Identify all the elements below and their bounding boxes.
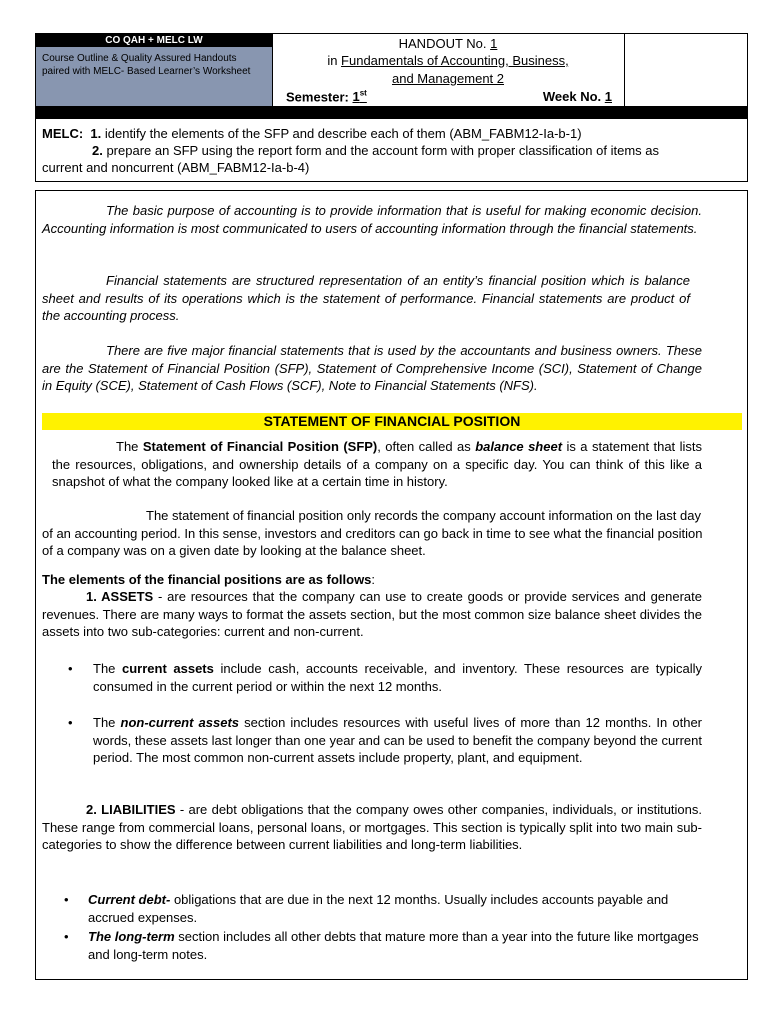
intro-paragraph-1: The basic purpose of accounting is to provide information that is useful for making economic decision. Accounting information is most communicated to users of accounting information through the financial statements. — [42, 203, 702, 236]
bullet-icon: • — [68, 661, 73, 676]
bullet-icon: • — [64, 892, 69, 907]
subject-title-line2: and Management 2 — [391, 71, 505, 86]
course-outline-description: Course Outline & Quality Assured Handouts paired with MELC- Based Learner’s Worksheet — [42, 53, 251, 77]
divider-bar — [35, 107, 748, 119]
non-current-assets-item: The non-current assets section includes resources with useful lives of more than 12 months. In other words, these assets last longer than one year and can be used to benefit the company beyond the current period. The most common non-current assets include property, plant, and equipment. — [93, 715, 702, 765]
intro-paragraph-2: Financial statements are structured representation of an entity’s financial position which is balance sheet and results of its operations which is the statement of performance. Financial statements are product of the accounting process. — [42, 273, 690, 323]
sfp-paragraph-2: The statement of financial position only records the company account information on the last day of an accounting period. In this sense, investors and creditors can go back in time to see what the financial position of a company was on a given date by looking at the balance sheet. — [42, 508, 703, 558]
melc-item-2-cont: current and noncurrent (ABM_FABM12-Ia-b-4) — [42, 160, 310, 175]
handout-header — [35, 33, 748, 107]
long-term-debt-item: The long-term section includes all other debts that mature more than a year into the future like mortgages and long-term notes. — [88, 929, 699, 962]
week-number: Week No. 1 — [542, 89, 612, 104]
liabilities-paragraph: 2. LIABILITIES - are debt obligations that the company owes other companies, individuals, or institutions. These range from commercial loans, personal loans, or mortgages. This section is typically split into two main sub-categories to show the difference between current liabilities and long-term liabilities. — [42, 802, 702, 852]
subject-title: in Fundamentals of Accounting, Business, — [327, 53, 569, 68]
melc-box — [35, 119, 748, 182]
melc-item-1: MELC: 1. identify the elements of the SFP and describe each of them (ABM_FABM12-Ia-b-1) — [42, 126, 582, 141]
elements-heading: The elements of the financial positions are as follows: — [42, 572, 376, 587]
course-outline-box — [36, 34, 273, 106]
current-debt-item: Current debt- obligations that are due in the next 12 months. Usually includes accounts payable and accrued expenses. — [88, 892, 669, 925]
co-qah-label: CO QAH + MELC LW — [36, 34, 272, 47]
semester: Semester: 1st — [286, 89, 367, 105]
handout-number: HANDOUT No. 1 — [398, 36, 498, 51]
semester-week-row — [272, 89, 624, 105]
handout-title-box — [272, 34, 625, 106]
header-blank-box — [624, 34, 747, 106]
section-title: STATEMENT OF FINANCIAL POSITION — [42, 413, 742, 430]
sfp-paragraph-1: The Statement of Financial Position (SFP), often called as balance sheet is a statement that lists the resources, obligations, and ownership details of a company on a specific day. You can think of this like a snapshot of what the company looked like at a certain time in history. — [52, 439, 702, 489]
bullet-icon: • — [68, 715, 73, 730]
intro-paragraph-3: There are five major financial statements that is used by the accountants and business owners. These are the Statement of Financial Position (SFP), Statement of Comprehensive Income (SCI), Statement of Change in Equity (SCE), Statement of Cash Flows (SCF), Note to Financial Statements (NFS). — [42, 343, 702, 393]
handout-body — [35, 190, 748, 980]
melc-item-2: 2. prepare an SFP using the report form and the account form with proper classification of items as — [92, 143, 659, 158]
current-assets-item: The current assets include cash, accounts receivable, and inventory. These resources are typically consumed in the current period or within the next 12 months. — [93, 661, 702, 694]
bullet-icon: • — [64, 929, 69, 944]
assets-paragraph: 1. ASSETS - are resources that the company can use to create goods or provide services and generate revenues. There are many ways to format the assets section, but the most common size balance sheet divides the assets into two sub-categories: current and non-current. — [42, 589, 703, 639]
